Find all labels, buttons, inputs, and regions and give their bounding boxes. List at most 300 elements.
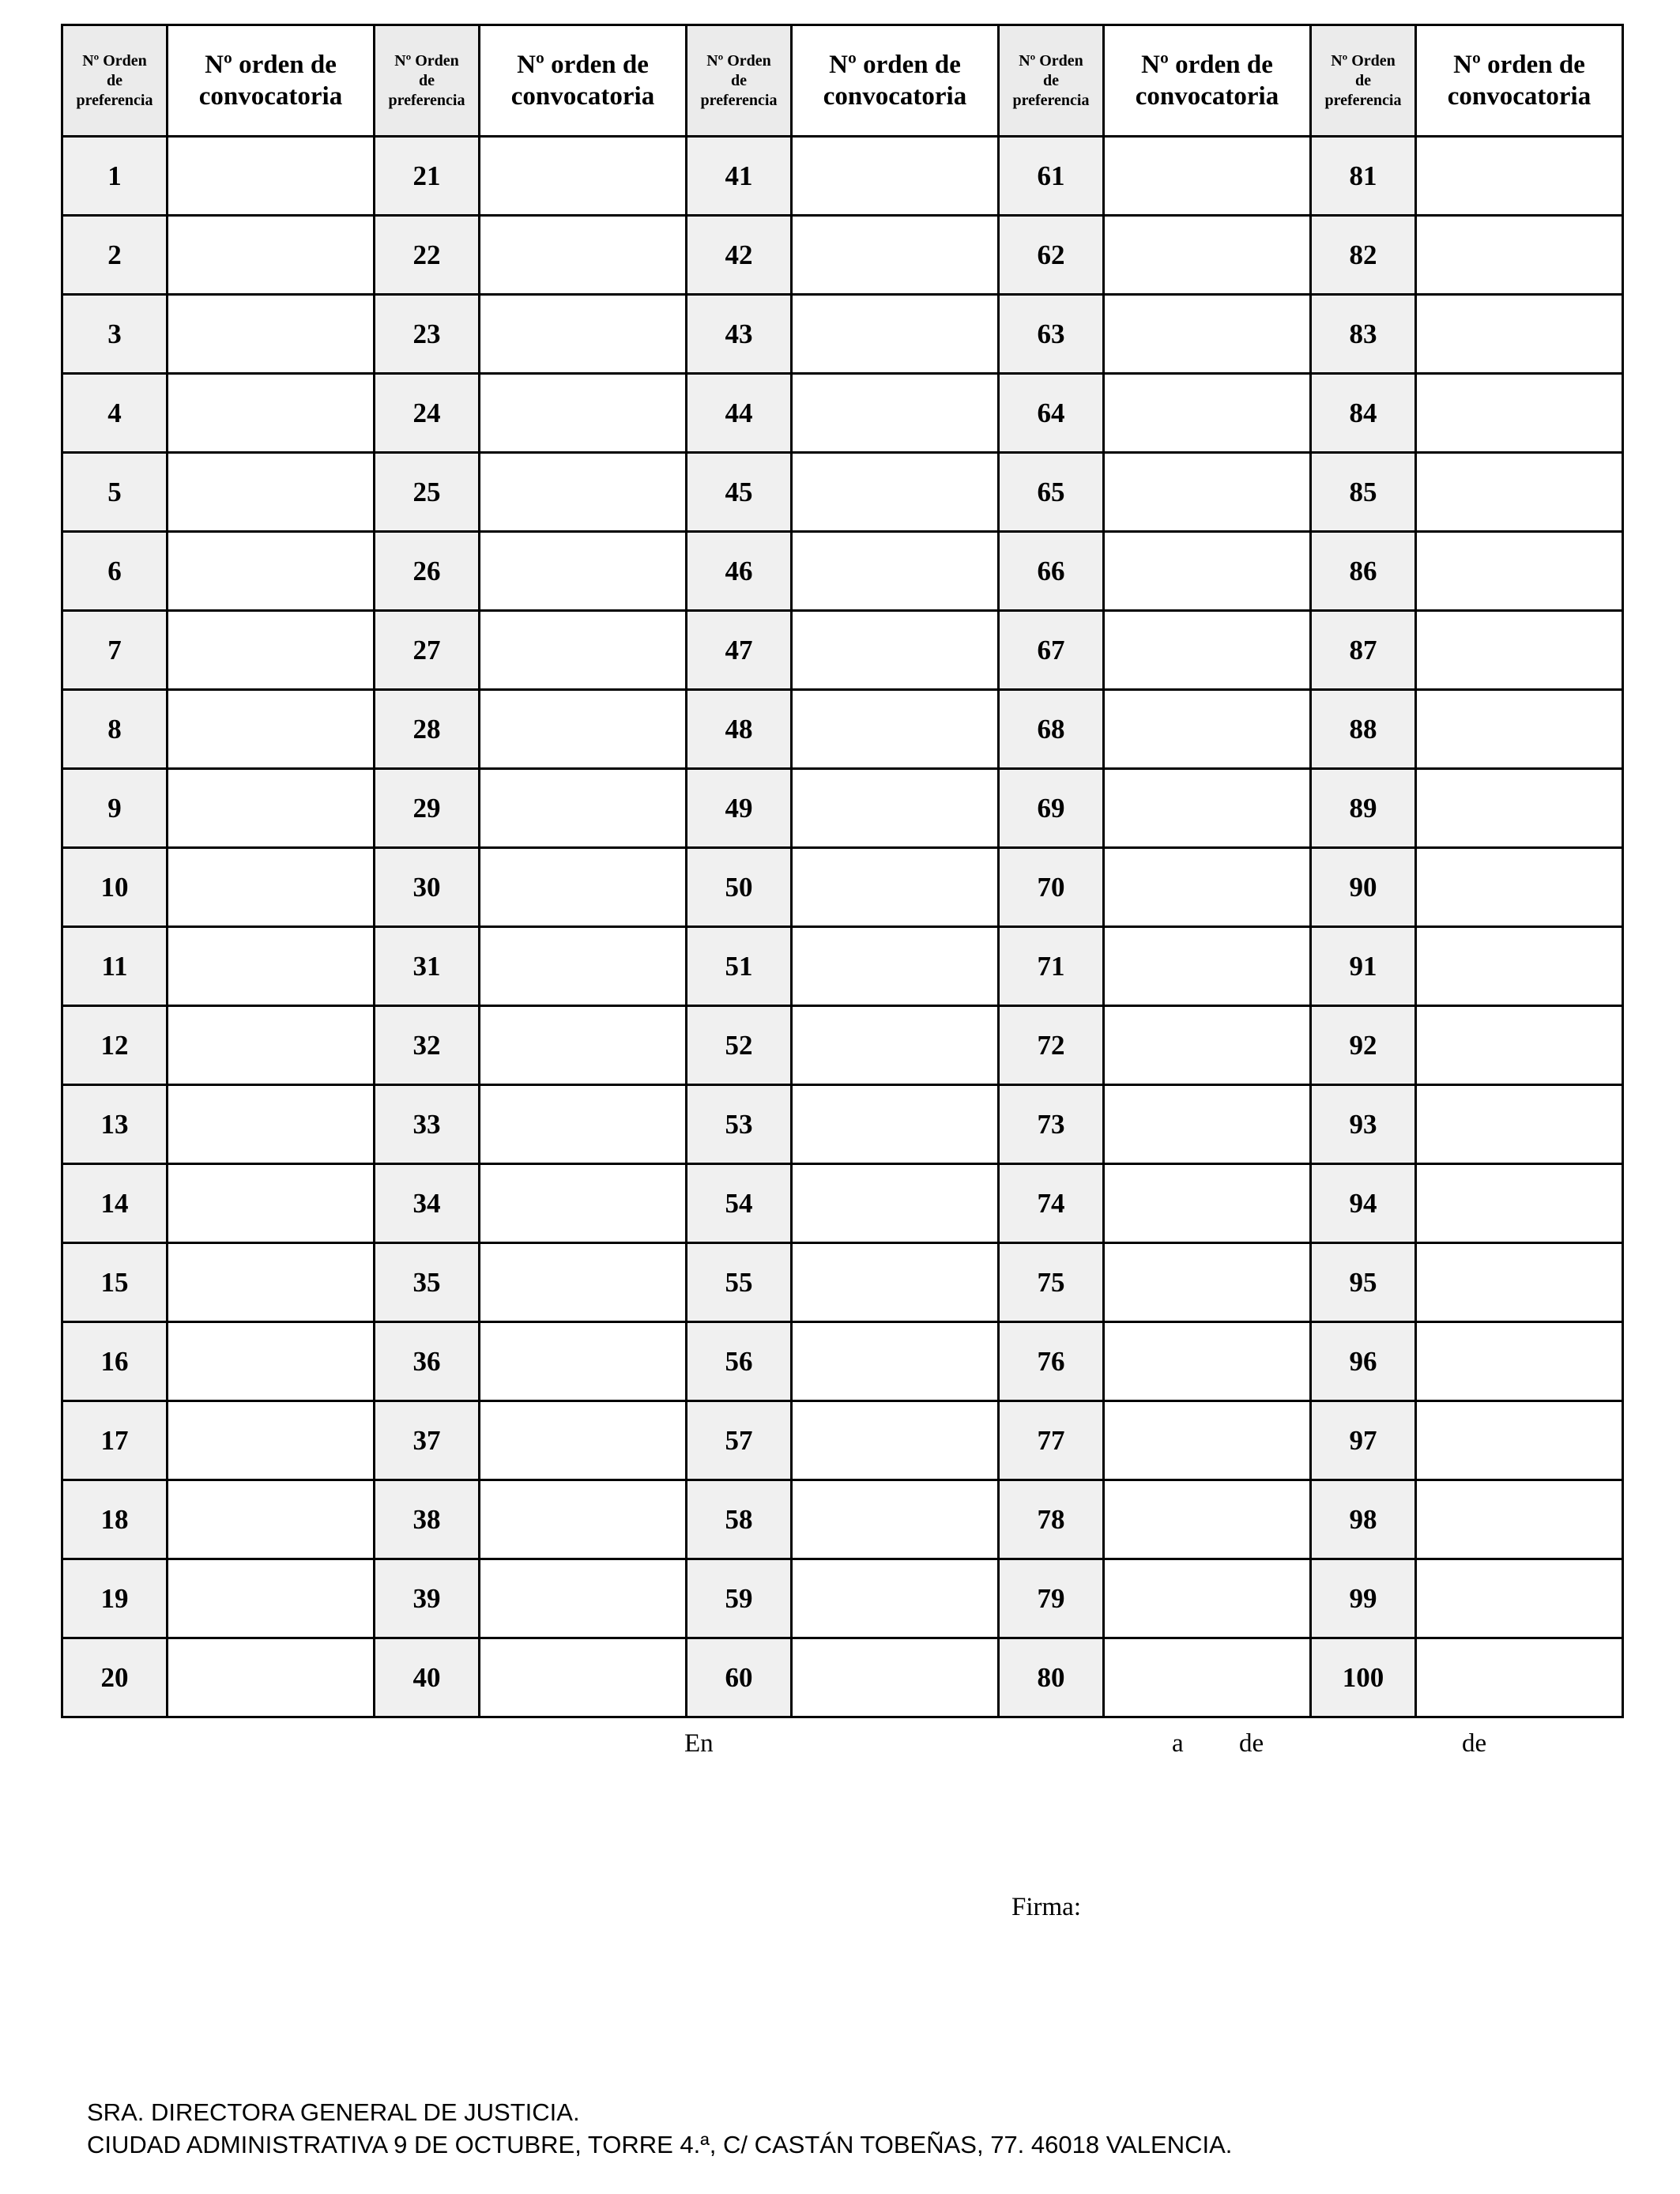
call-order-cell[interactable] (1416, 1480, 1623, 1559)
call-order-cell[interactable] (1416, 216, 1623, 295)
call-order-input[interactable] (793, 849, 997, 925)
call-order-cell[interactable] (168, 453, 375, 532)
table-row (62, 1322, 1623, 1401)
header-call-order (792, 25, 999, 137)
call-order-cell[interactable] (792, 769, 999, 848)
call-order-input[interactable] (793, 1007, 997, 1084)
preference-number-cell: 55 (687, 1243, 792, 1322)
call-order-input[interactable] (168, 296, 373, 372)
call-order-cell[interactable] (1416, 137, 1623, 216)
call-order-input[interactable] (480, 1323, 685, 1400)
call-order-input[interactable] (1105, 1323, 1309, 1400)
call-order-input[interactable] (168, 1086, 373, 1163)
call-order-input[interactable] (793, 1560, 997, 1637)
call-order-cell[interactable] (480, 1559, 687, 1638)
table-row (62, 848, 1623, 927)
preference-number-cell: 33 (375, 1085, 480, 1164)
call-order-input[interactable] (1105, 454, 1309, 530)
call-order-input[interactable] (1417, 1007, 1622, 1084)
call-order-cell[interactable] (1104, 374, 1311, 453)
call-order-input[interactable] (480, 1402, 685, 1479)
call-order-cell[interactable] (168, 927, 375, 1006)
call-order-cell[interactable] (1416, 1164, 1623, 1243)
call-order-input[interactable] (793, 1323, 997, 1400)
call-order-cell[interactable] (792, 137, 999, 216)
call-order-cell[interactable] (168, 1164, 375, 1243)
preference-number-cell: 58 (687, 1480, 792, 1559)
call-order-input[interactable] (1417, 138, 1622, 214)
call-order-cell[interactable] (1416, 848, 1623, 927)
call-order-input[interactable] (1105, 691, 1309, 767)
call-order-cell[interactable] (1416, 1243, 1623, 1322)
call-order-input[interactable] (1417, 1244, 1622, 1321)
preference-number-cell: 3 (62, 295, 168, 374)
header-call-line: convocatoria (510, 82, 655, 111)
call-order-input[interactable] (1105, 533, 1309, 609)
call-order-cell[interactable] (168, 611, 375, 690)
call-order-cell[interactable] (480, 769, 687, 848)
table-row (62, 1006, 1623, 1085)
address-footer (87, 2096, 1232, 2161)
call-order-cell[interactable] (168, 1322, 375, 1401)
call-order-cell[interactable] (168, 1085, 375, 1164)
call-order-input[interactable] (793, 1402, 997, 1479)
call-order-input[interactable] (793, 217, 997, 293)
call-order-cell[interactable] (792, 532, 999, 611)
call-order-cell[interactable] (792, 927, 999, 1006)
preference-number-cell: 18 (62, 1480, 168, 1559)
call-order-input[interactable] (480, 612, 685, 688)
call-order-cell[interactable] (792, 1322, 999, 1401)
header-preference-line: Nº Orden (394, 51, 459, 70)
preference-number-cell: 4 (62, 374, 168, 453)
call-order-input[interactable] (168, 1007, 373, 1084)
call-order-input[interactable] (1417, 533, 1622, 609)
header-preference-line: de (1355, 71, 1371, 89)
call-order-cell[interactable] (480, 1322, 687, 1401)
call-order-cell[interactable] (1104, 1322, 1311, 1401)
call-order-cell[interactable] (168, 295, 375, 374)
call-order-cell[interactable] (168, 137, 375, 216)
preference-number-cell: 42 (687, 216, 792, 295)
preference-number-cell: 38 (375, 1480, 480, 1559)
call-order-input[interactable] (168, 533, 373, 609)
call-order-input[interactable] (1105, 612, 1309, 688)
preference-number-cell: 76 (999, 1322, 1104, 1401)
call-order-cell[interactable] (480, 1006, 687, 1085)
preference-number-cell: 75 (999, 1243, 1104, 1322)
preference-number-cell: 79 (999, 1559, 1104, 1638)
preference-number-cell: 6 (62, 532, 168, 611)
call-order-cell[interactable] (1416, 690, 1623, 769)
preference-number-cell: 85 (1311, 453, 1416, 532)
call-order-cell[interactable] (480, 1480, 687, 1559)
call-order-input[interactable] (1105, 1165, 1309, 1242)
place-label: En (684, 1729, 714, 1758)
preference-number-cell: 66 (999, 532, 1104, 611)
call-order-input[interactable] (1105, 849, 1309, 925)
header-call-line: Nº orden de (1453, 51, 1585, 79)
header-preference-line: preferencia (388, 91, 465, 109)
call-order-input[interactable] (793, 928, 997, 1005)
call-order-input[interactable] (168, 1165, 373, 1242)
call-order-input[interactable] (1417, 849, 1622, 925)
call-order-cell[interactable] (1104, 295, 1311, 374)
call-order-cell[interactable] (792, 1401, 999, 1480)
preference-number-cell: 95 (1311, 1243, 1416, 1322)
call-order-input[interactable] (168, 928, 373, 1005)
call-order-input[interactable] (1105, 1086, 1309, 1163)
call-order-cell[interactable] (480, 216, 687, 295)
preference-number-cell: 8 (62, 690, 168, 769)
preference-number-cell: 80 (999, 1638, 1104, 1717)
call-order-cell[interactable] (1104, 848, 1311, 927)
call-order-input[interactable] (1417, 1323, 1622, 1400)
call-order-cell[interactable] (480, 295, 687, 374)
header-call-order (168, 25, 375, 137)
call-order-input[interactable] (168, 691, 373, 767)
table-row (62, 1638, 1623, 1717)
call-order-cell[interactable] (1416, 611, 1623, 690)
call-order-cell[interactable] (1416, 769, 1623, 848)
call-order-input[interactable] (793, 1481, 997, 1558)
day-connector: a (1172, 1729, 1184, 1758)
call-order-input[interactable] (480, 1481, 685, 1558)
preference-number-cell: 65 (999, 453, 1104, 532)
month-connector: de (1239, 1729, 1264, 1758)
call-order-input[interactable] (480, 296, 685, 372)
call-order-input[interactable] (480, 533, 685, 609)
preference-number-cell: 84 (1311, 374, 1416, 453)
header-preference-order (687, 25, 792, 137)
call-order-input[interactable] (480, 691, 685, 767)
call-order-cell[interactable] (480, 137, 687, 216)
call-order-cell[interactable] (792, 295, 999, 374)
call-order-input[interactable] (168, 138, 373, 214)
header-preference-order (375, 25, 480, 137)
table-row (62, 769, 1623, 848)
call-order-cell[interactable] (168, 374, 375, 453)
call-order-cell[interactable] (168, 532, 375, 611)
header-call-line: convocatoria (823, 82, 967, 111)
call-order-cell[interactable] (792, 848, 999, 927)
call-order-input[interactable] (480, 1165, 685, 1242)
call-order-cell[interactable] (1416, 1322, 1623, 1401)
preference-number-cell: 13 (62, 1085, 168, 1164)
call-order-cell[interactable] (168, 1480, 375, 1559)
call-order-cell[interactable] (480, 374, 687, 453)
call-order-cell[interactable] (792, 216, 999, 295)
call-order-input[interactable] (480, 1007, 685, 1084)
call-order-cell[interactable] (480, 690, 687, 769)
preference-number-cell: 67 (999, 611, 1104, 690)
call-order-input[interactable] (168, 1402, 373, 1479)
call-order-input[interactable] (168, 1481, 373, 1558)
preference-number-cell: 99 (1311, 1559, 1416, 1638)
call-order-cell[interactable] (792, 1085, 999, 1164)
call-order-input[interactable] (1417, 1165, 1622, 1242)
call-order-cell[interactable] (1416, 927, 1623, 1006)
call-order-input[interactable] (793, 138, 997, 214)
call-order-cell[interactable] (1104, 1638, 1311, 1717)
call-order-cell[interactable] (1104, 532, 1311, 611)
call-order-cell[interactable] (480, 1401, 687, 1480)
call-order-input[interactable] (793, 770, 997, 846)
preference-number-cell: 57 (687, 1401, 792, 1480)
preference-number-cell: 81 (1311, 137, 1416, 216)
call-order-input[interactable] (793, 454, 997, 530)
call-order-cell[interactable] (480, 1243, 687, 1322)
call-order-input[interactable] (793, 1244, 997, 1321)
header-call-order (1416, 25, 1623, 137)
preference-number-cell: 41 (687, 137, 792, 216)
table-row (62, 532, 1623, 611)
preference-number-cell: 35 (375, 1243, 480, 1322)
call-order-input[interactable] (480, 1244, 685, 1321)
call-order-cell[interactable] (480, 1638, 687, 1717)
call-order-input[interactable] (480, 849, 685, 925)
footer-recipient: SRA. DIRECTORA GENERAL DE JUSTICIA. (87, 2098, 580, 2126)
preference-number-cell: 34 (375, 1164, 480, 1243)
call-order-input[interactable] (168, 849, 373, 925)
call-order-cell[interactable] (1104, 1559, 1311, 1638)
call-order-input[interactable] (1105, 928, 1309, 1005)
call-order-input[interactable] (168, 1323, 373, 1400)
preference-number-cell: 15 (62, 1243, 168, 1322)
preference-number-cell: 30 (375, 848, 480, 927)
call-order-cell[interactable] (792, 1559, 999, 1638)
call-order-cell[interactable] (1104, 769, 1311, 848)
header-call-line: convocatoria (1135, 82, 1279, 111)
table-row (62, 137, 1623, 216)
call-order-cell[interactable] (168, 216, 375, 295)
call-order-cell[interactable] (1104, 690, 1311, 769)
preference-number-cell: 32 (375, 1006, 480, 1085)
preference-number-cell: 53 (687, 1085, 792, 1164)
call-order-input[interactable] (1105, 1402, 1309, 1479)
call-order-input[interactable] (480, 1086, 685, 1163)
preference-number-cell: 14 (62, 1164, 168, 1243)
call-order-input[interactable] (480, 454, 685, 530)
preference-number-cell: 27 (375, 611, 480, 690)
call-order-cell[interactable] (480, 453, 687, 532)
call-order-cell[interactable] (1104, 453, 1311, 532)
table-row (62, 1243, 1623, 1322)
preference-number-cell: 49 (687, 769, 792, 848)
call-order-cell[interactable] (792, 690, 999, 769)
call-order-cell[interactable] (1416, 453, 1623, 532)
call-order-cell[interactable] (1104, 611, 1311, 690)
header-call-line: Nº orden de (517, 51, 649, 79)
call-order-cell[interactable] (1104, 137, 1311, 216)
call-order-cell[interactable] (168, 1401, 375, 1480)
call-order-input[interactable] (480, 138, 685, 214)
call-order-input[interactable] (168, 375, 373, 451)
call-order-input[interactable] (1105, 296, 1309, 372)
call-order-cell[interactable] (792, 453, 999, 532)
call-order-cell[interactable] (1416, 1401, 1623, 1480)
call-order-cell[interactable] (792, 1243, 999, 1322)
call-order-cell[interactable] (1104, 927, 1311, 1006)
preference-number-cell: 36 (375, 1322, 480, 1401)
preference-number-cell: 89 (1311, 769, 1416, 848)
call-order-cell[interactable] (792, 1006, 999, 1085)
header-call-order (1104, 25, 1311, 137)
header-call-line: Nº orden de (1141, 51, 1273, 79)
call-order-cell[interactable] (1416, 1638, 1623, 1717)
preference-table (61, 24, 1624, 1718)
call-order-input[interactable] (480, 375, 685, 451)
call-order-input[interactable] (1417, 1086, 1622, 1163)
preference-number-cell: 70 (999, 848, 1104, 927)
call-order-input[interactable] (480, 1560, 685, 1637)
call-order-cell[interactable] (480, 1085, 687, 1164)
table-body (62, 137, 1623, 1717)
table-row (62, 611, 1623, 690)
call-order-input[interactable] (793, 533, 997, 609)
call-order-input[interactable] (1105, 1560, 1309, 1637)
call-order-cell[interactable] (1416, 1006, 1623, 1085)
call-order-input[interactable] (1417, 296, 1622, 372)
call-order-input[interactable] (1105, 1244, 1309, 1321)
preference-number-cell: 24 (375, 374, 480, 453)
call-order-input[interactable] (1105, 217, 1309, 293)
preference-number-cell: 2 (62, 216, 168, 295)
call-order-cell[interactable] (480, 611, 687, 690)
call-order-input[interactable] (168, 1639, 373, 1716)
call-order-cell[interactable] (1104, 1006, 1311, 1085)
call-order-input[interactable] (1105, 1639, 1309, 1716)
call-order-input[interactable] (168, 217, 373, 293)
call-order-input[interactable] (1417, 217, 1622, 293)
call-order-cell[interactable] (1104, 1401, 1311, 1480)
preference-number-cell: 63 (999, 295, 1104, 374)
call-order-input[interactable] (793, 691, 997, 767)
call-order-input[interactable] (480, 928, 685, 1005)
call-order-cell[interactable] (168, 848, 375, 927)
header-call-line: convocatoria (198, 82, 343, 111)
call-order-input[interactable] (1105, 1481, 1309, 1558)
footer-address: CIUDAD ADMINISTRATIVA 9 DE OCTUBRE, TORRE 4.ª, C/ CASTÁN TOBEÑAS, 77. 46018 VALENCIA. (87, 2131, 1233, 2158)
call-order-cell[interactable] (168, 1638, 375, 1717)
call-order-cell[interactable] (792, 1164, 999, 1243)
call-order-input[interactable] (793, 1086, 997, 1163)
preference-number-cell: 98 (1311, 1480, 1416, 1559)
call-order-input[interactable] (1417, 375, 1622, 451)
header-preference-line: preferencia (1324, 91, 1402, 109)
call-order-cell[interactable] (1416, 1085, 1623, 1164)
call-order-input[interactable] (793, 296, 997, 372)
call-order-input[interactable] (168, 770, 373, 846)
preference-number-cell: 45 (687, 453, 792, 532)
call-order-cell[interactable] (480, 1164, 687, 1243)
call-order-cell[interactable] (1104, 1164, 1311, 1243)
call-order-input[interactable] (793, 1165, 997, 1242)
call-order-input[interactable] (1417, 1639, 1622, 1716)
call-order-input[interactable] (480, 217, 685, 293)
call-order-input[interactable] (1105, 375, 1309, 451)
call-order-cell[interactable] (1104, 1480, 1311, 1559)
call-order-cell[interactable] (168, 1243, 375, 1322)
call-order-cell[interactable] (1104, 1243, 1311, 1322)
call-order-input[interactable] (1417, 454, 1622, 530)
call-order-input[interactable] (1417, 612, 1622, 688)
call-order-input[interactable] (168, 1560, 373, 1637)
call-order-cell[interactable] (792, 374, 999, 453)
header-preference-line: de (107, 71, 122, 89)
table-row (62, 927, 1623, 1006)
preference-number-cell: 40 (375, 1638, 480, 1717)
call-order-cell[interactable] (168, 769, 375, 848)
call-order-cell[interactable] (1416, 374, 1623, 453)
preference-number-cell: 22 (375, 216, 480, 295)
call-order-cell[interactable] (168, 690, 375, 769)
call-order-input[interactable] (168, 454, 373, 530)
call-order-cell[interactable] (792, 1480, 999, 1559)
preference-number-cell: 5 (62, 453, 168, 532)
call-order-input[interactable] (1417, 1402, 1622, 1479)
call-order-cell[interactable] (168, 1006, 375, 1085)
preference-number-cell: 69 (999, 769, 1104, 848)
call-order-input[interactable] (1417, 1481, 1622, 1558)
call-order-cell[interactable] (480, 927, 687, 1006)
call-order-input[interactable] (1417, 928, 1622, 1005)
call-order-cell[interactable] (792, 1638, 999, 1717)
preference-number-cell: 77 (999, 1401, 1104, 1480)
call-order-cell[interactable] (1416, 1559, 1623, 1638)
preference-number-cell: 87 (1311, 611, 1416, 690)
table-header-row (62, 25, 1623, 137)
call-order-cell[interactable] (480, 532, 687, 611)
call-order-input[interactable] (1417, 1560, 1622, 1637)
call-order-input[interactable] (1105, 138, 1309, 214)
preference-number-cell: 73 (999, 1085, 1104, 1164)
call-order-input[interactable] (793, 375, 997, 451)
call-order-input[interactable] (480, 1639, 685, 1716)
header-call-line: Nº orden de (829, 51, 961, 79)
preference-number-cell: 86 (1311, 532, 1416, 611)
preference-number-cell: 1 (62, 137, 168, 216)
call-order-cell[interactable] (1416, 532, 1623, 611)
call-order-input[interactable] (1417, 770, 1622, 846)
call-order-cell[interactable] (792, 611, 999, 690)
preference-number-cell: 62 (999, 216, 1104, 295)
call-order-input[interactable] (793, 1639, 997, 1716)
call-order-input[interactable] (1417, 691, 1622, 767)
table-row (62, 690, 1623, 769)
call-order-cell[interactable] (168, 1559, 375, 1638)
preference-number-cell: 88 (1311, 690, 1416, 769)
call-order-input[interactable] (793, 612, 997, 688)
preference-number-cell: 74 (999, 1164, 1104, 1243)
call-order-cell[interactable] (1416, 295, 1623, 374)
call-order-input[interactable] (480, 770, 685, 846)
call-order-input[interactable] (168, 612, 373, 688)
preference-number-cell: 43 (687, 295, 792, 374)
call-order-cell[interactable] (1104, 216, 1311, 295)
call-order-cell[interactable] (1104, 1085, 1311, 1164)
call-order-cell[interactable] (480, 848, 687, 927)
preference-number-cell: 10 (62, 848, 168, 927)
preference-number-cell: 96 (1311, 1322, 1416, 1401)
header-preference-line: de (419, 71, 435, 89)
preference-number-cell: 20 (62, 1638, 168, 1717)
call-order-input[interactable] (1105, 770, 1309, 846)
call-order-input[interactable] (1105, 1007, 1309, 1084)
header-preference-line: preferencia (1012, 91, 1090, 109)
preference-number-cell: 11 (62, 927, 168, 1006)
call-order-input[interactable] (168, 1244, 373, 1321)
